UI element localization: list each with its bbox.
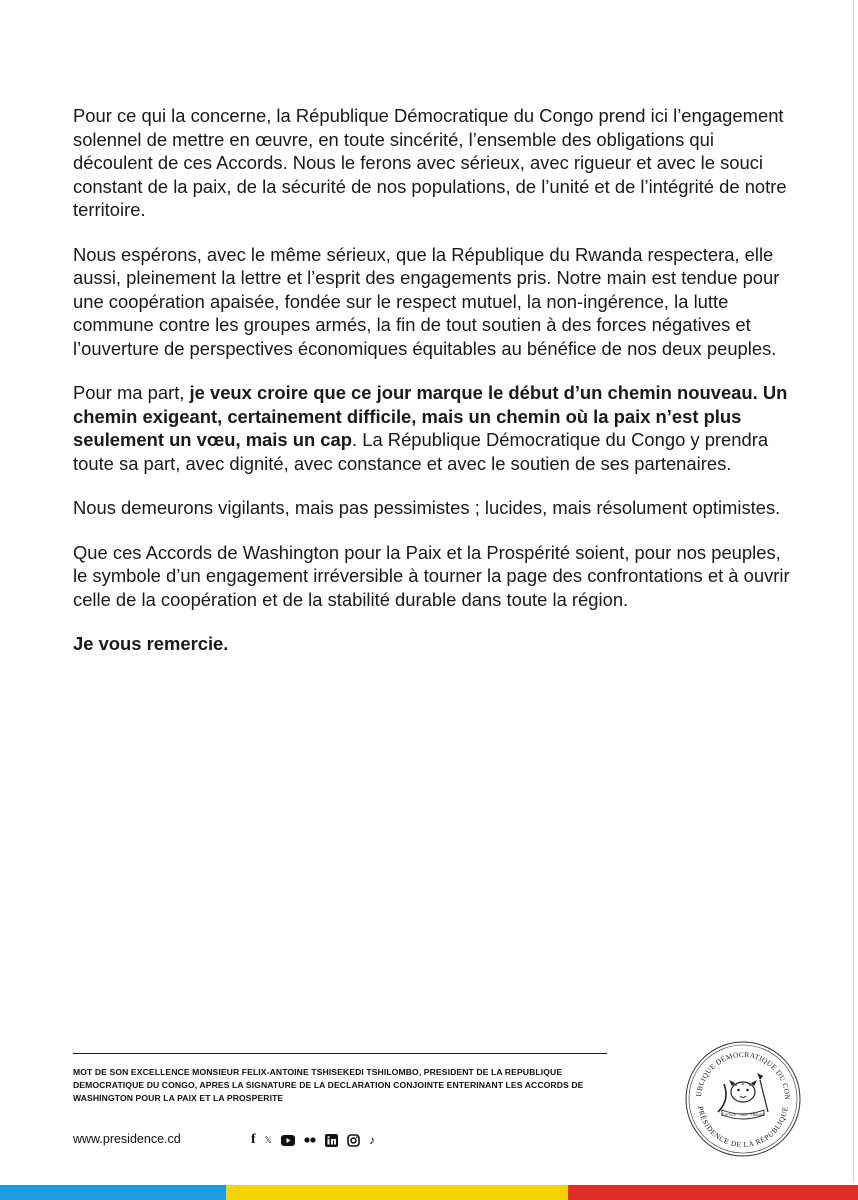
- footer-caption: MOT DE SON EXCELLENCE MONSIEUR FELIX-ANTOINE TSHISEKEDI TSHILOMBO, PRESIDENT DE LA REPUBLIQUE DEMOCRATIQUE DU CONGO, APRES LA SIGNATURE DE LA DECLARATION CONJOINTE ENTERINANT LES ACCORDS DE WASHINGTON POUR LA PAIX ET LA PROSPERITE: [73, 1067, 584, 1104]
- paragraph-vigilance: Nous demeurons vigilants, mais pas pessimistes ; lucides, mais résolument optimistes.: [73, 497, 781, 518]
- letter-body: [73, 104, 793, 656]
- paragraph-new-path-emphasis: je veux croire que ce jour marque le début d’un chemin nouveau. Un chemin exigeant, certainement difficile, mais un chemin où la paix n’est plus seulement un vœu, mais un cap: [73, 382, 788, 450]
- seal-motto: JUSTICE · PAIX · TRAVAIL: [721, 1113, 765, 1118]
- seal-top-text: UBLIQUE DÉMOCRATIQUE DU CON: [693, 1049, 793, 1101]
- flickr-icon[interactable]: [304, 1133, 316, 1147]
- youtube-shape: [281, 1135, 295, 1146]
- youtube-icon[interactable]: [281, 1133, 295, 1147]
- linkedin-icon[interactable]: [325, 1133, 338, 1147]
- linkedin-shape: [325, 1134, 338, 1147]
- x-icon[interactable]: [265, 1133, 272, 1147]
- band-red: [568, 1185, 858, 1200]
- footer-divider: [73, 1053, 607, 1054]
- band-yellow: [226, 1185, 568, 1200]
- x-glyph: 𝕏: [264, 1134, 272, 1145]
- social-icons: [251, 1133, 375, 1147]
- flickr-shape: [304, 1137, 316, 1143]
- paragraph-engagement: Pour ce qui la concerne, la République Démocratique du Congo prend ici l’engagement solennel de mettre en œuvre, en toute sincérité, l’ensemble des obligations qui découlent de ces Accords. Nous le ferons avec sérieux, avec rigueur et avec le souci constant de la paix, de la sécurité de nos populations, de l’unité et de l’intégrité de notre territoire.: [73, 105, 787, 220]
- seal-graphic: [684, 1040, 802, 1158]
- tiktok-glyph: ♪: [368, 1133, 375, 1147]
- presidential-seal: [684, 1040, 802, 1158]
- instagram-shape: [347, 1134, 360, 1147]
- website-link[interactable]: www.presidence.cd: [73, 1132, 181, 1146]
- seal-bottom-text: PRÉSIDENCE DE LA RÉPUBLIQUE: [696, 1105, 790, 1150]
- page-edge-line: [853, 0, 854, 1182]
- paragraph-new-path-end: . La République Démocratique du Congo y prendra toute sa part, avec dignité, avec constance et avec le soutien de ses partenaires.: [73, 429, 769, 474]
- instagram-icon[interactable]: [347, 1133, 360, 1147]
- band-blue: [0, 1185, 226, 1200]
- paragraph-new-path: [73, 381, 793, 475]
- flag-color-band: [0, 1185, 858, 1200]
- paragraph-washington-accords: Que ces Accords de Washington pour la Paix et la Prospérité soient, pour nos peuples, le symbole d’un engagement irréversible à tourner la page des confrontations et à ouvrir celle de la coopération et de la stabilité durable dans toute la région.: [73, 541, 790, 610]
- facebook-icon[interactable]: [251, 1133, 256, 1147]
- paragraph-new-path-start: Pour ma part,: [73, 382, 190, 403]
- facebook-glyph: f: [251, 1132, 256, 1147]
- tiktok-icon[interactable]: [369, 1133, 375, 1147]
- closing-remark: Je vous remercie.: [73, 633, 229, 654]
- paragraph-rwanda: Nous espérons, avec le même sérieux, que la République du Rwanda respectera, elle aussi, pleinement la lettre et l’esprit des engagements pris. Notre main est tendue pour une coopération apaisée, fondée sur le respect mutuel, la non-ingérence, la lutte commune contre les groupes armés, la fin de tout soutien à des forces négatives et l’ouverture de perspectives économiques équitables au bénéfice de nos deux peuples.: [73, 243, 780, 359]
